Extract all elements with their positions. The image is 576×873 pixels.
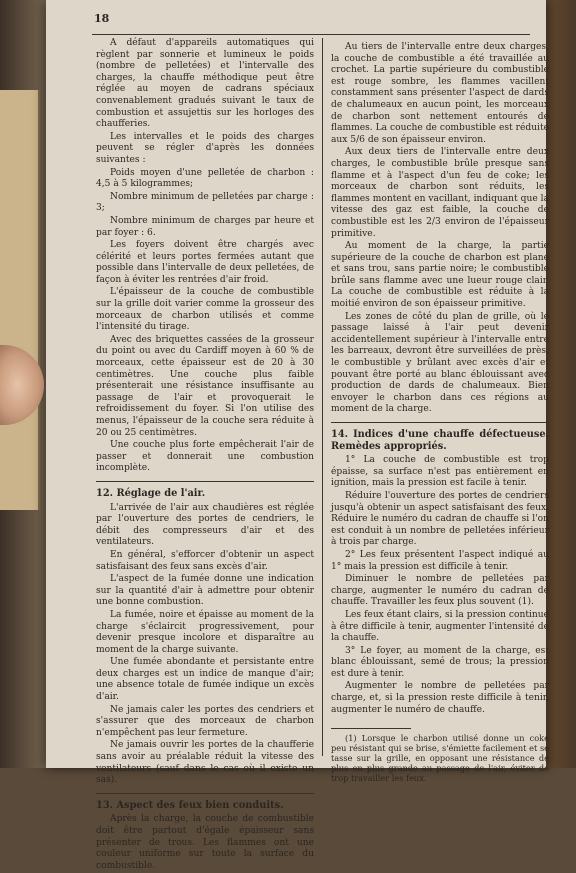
paragraph: Au moment de la charge, la partie supérieure de la couche de charbon est plane et sans trou, sans partie noire; le combustible brûle sans flamme avec une lueur rouge clair. La couche de combustible est réduite à la moitié environ de son épaisseur primitive. [331,241,549,310]
paragraph: L'aspect de la fumée donne une indication sur la quantité d'air à admettre pour obtenir une bonne combustion. [96,574,314,608]
paragraph: Nombre minimum de charges par heure et par foyer : 6. [96,215,314,238]
paragraph: Au tiers de l'intervalle entre deux charges, la couche de combustible a été travaillée au crochet. La partie supérieure du combustible est rouge sombre, les flammes vacillent constamment sans présenter l'aspect de dards de chalumeaux en aucun point, les morceaux de charbon sont nettement entourés de flammes. La couche de combustible est réduite aux 5/6 de son épaisseur environ. [331,42,549,145]
footnote-rule [331,728,411,729]
paragraph: La fumée, noire et épaisse au moment de la charge s'éclaircit progressivement, pour devenir presque incolore et disparaître au moment de la charge suivante. [96,609,314,655]
paragraph: Les intervalles et le poids des charges peuvent se régler d'après les données suivantes : [96,131,314,165]
paragraph: Les zones de côté du plan de grille, où le passage laissé à l'air peut devenir accidentellement supérieur à l'intervalle entre les barreaux, devront être surveillées de près, le combustible y brûlant avec excès d'air et pouvant être porté au blanc éblouissant avec production de dards de chalumeaux. Bien envoyer le charbon dans ces régions au moment de la charge. [331,311,549,415]
paragraph: Après la charge, la couche de combustible doit être partout d'égale épaisseur sans présenter de trous. Les flammes ont une couleur uniforme sur toute la surface du combustible. [96,814,314,871]
paragraph: En général, s'efforcer d'obtenir un aspect satisfaisant des feux sans excès d'air. [96,549,314,572]
paragraph: 3° Le foyer, au moment de la charge, est blanc éblouissant, semé de trous; la pression est dure à tenir. [331,645,549,679]
section-rule [96,481,314,482]
paragraph: Les foyers doivent être chargés avec célérité et leurs portes fermées autant que possible dans l'intervalle de deux pelletées, de façon à éviter les rentrées d'air froid. [96,240,314,285]
paragraph: Ne jamais ouvrir les portes de la chaufferie sans avoir au préalable réduit la vitesse des ventilateurs (sauf dans le cas où il existe un sas). [96,740,314,786]
adjacent-book-spine [0,90,40,510]
paragraph: Diminuer le nombre de pelletées par charge, augmenter le numéro du cadran de chauffe. Travailler les feux plus souvent (1). [331,574,549,608]
section-heading-14: 14. Indices d'une chauffe défectueuse. Remèdes appropriés. [331,429,549,452]
paragraph: A défaut d'appareils automatiques qui règlent par sonnerie et lumineux le poids (nombre de pelletées) et l'intervalle des charges, la chauffe méthodique peut être réglée au moyen de cadrans spéciaux convenablement gradués suivant le taux de combustion et assujettis sur les horloges des chaufferies. [96,38,314,130]
section-heading-12: 12. Réglage de l'air. [96,487,206,499]
paragraph: Aux deux tiers de l'intervalle entre deux charges, le combustible brûle presque sans flamme et à l'aspect d'un feu de coke; les morceaux de charbon sont réduits, les flammes montent en vacillant, indiquant que la vitesse des gaz est faible, la couche de combustible est les 2/3 environ de l'épaisseur primitive. [331,147,549,239]
paragraph: Ne jamais caler les portes des cendriers et s'assurer que des morceaux de charbon n'empêchent pas leur fermeture. [96,704,314,738]
header-rule [92,34,530,35]
paragraph: Nombre minimum de pelletées par charge : 3; [96,191,314,214]
paragraph: Une fumée abondante et persistante entre deux charges est un indice de manque d'air; une absence totale de fumée indique un excès d'air. [96,657,314,703]
column-divider [322,38,323,756]
left-column [96,38,314,873]
paragraph: 2° Les feux présentent l'aspect indiqué au 1° mais la pression est difficile à tenir. [331,549,549,572]
book-page [46,0,549,871]
right-column [331,42,549,784]
section-rule [331,422,549,423]
paragraph: L'épaisseur de la couche de combustible sur la grille doit varier comme la grosseur des morceaux de charbon utilisés et comme l'intensité du tirage. [96,287,314,333]
paragraph: Avec des briquettes cassées de la grosseur du point ou avec du Cardiff moyen à 60 % de morceaux, cette épaisseur est de 20 à 30 centimètres. Une couche plus faible présenterait une résistance insuffisante au passage de l'air et provoquerait le refroidissement du foyer. Si l'on utilise des menus, l'épaisseur de la couche sera réduite à 20 ou 25 centimètres. [96,334,314,438]
footnote: (1) Lorsque le charbon utilisé donne un coke peu résistant qui se brise, s'émiette facilement et se tasse sur la grille, en opposant une résistance de plus en plus grande au passage de l'air, éviter de trop travailler les feux. [331,733,549,784]
section-rule [96,793,314,794]
paragraph: Une couche plus forte empêcherait l'air de passer et donnerait une combustion incomplète. [96,440,314,474]
paragraph: Poids moyen d'une pelletée de charbon : 4,5 à 5 kilogrammes; [96,167,314,190]
paragraph: Réduire l'ouverture des portes de cendriers jusqu'à obtenir un aspect satisfaisant des feux. Réduire le numéro du cadran de chauffe si l'on est conduit à un nombre de pelletées inférieur à trois par charge. [331,490,549,548]
paragraph: Les feux étant clairs, si la pression continue à être difficile à tenir, augmenter l'intensité de la chauffe. [331,609,549,644]
paragraph: Augmenter le nombre de pelletées par charge, et, si la pression reste difficile à tenir, augmenter le numéro de chauffe. [331,681,549,715]
paragraph: L'arrivée de l'air aux chaudières est réglée par l'ouverture des portes de cendriers, le débit des compresseurs d'air et des ventilateurs. [96,502,314,548]
page-number: 18 [94,12,110,25]
paragraph: 1° La couche de combustible est trop épaisse, sa surface n'est pas entièrement en ignition, mais la pression est facile à tenir. [331,455,549,489]
section-heading-13: 13. Aspect des feux bien conduits. [96,799,284,811]
